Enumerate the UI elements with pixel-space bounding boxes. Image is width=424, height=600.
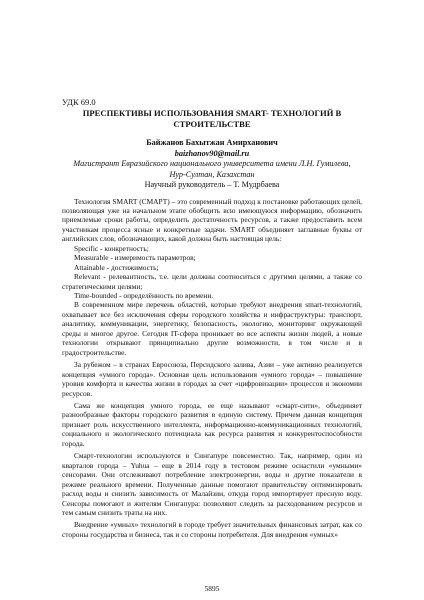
paragraph: В современном мире перечень областей, которые требуют внедрения smart-технологий, охватывает все без исключения сферы городского хозяйства и инфраструктуры: транспорт, аналитику, коммуникации, энергетику, безопасность, экологию, мониторинг окружающей среды и многое другое. Сегодня IT-сфера проникает во все аспекты жизни людей, а новые технологии открывают принципиально другие возможности, в том числе и в градостроительстве.: [62, 300, 362, 357]
page-number: 5895: [204, 584, 220, 593]
paragraph: Внедрение «умных» технологий в городе требует значительных финансовых затрат, как со стороны государства и бизнеса, так и со стороны потребителя. Для внедрения «умных»: [62, 520, 362, 539]
list-item: Relevant - релевантность, т.е. цели должны соотноситься с другими целями, а также со стратегическими целями;: [62, 272, 362, 291]
author-city: Нур-Султан, Казахстан: [169, 169, 255, 179]
paragraph: Технология SMART (СМАРТ) – это современный подход к постановке работающих целей, позволяющая уже на начальном этапе обобщить всю имеющуюся информацию, обозначить приемлемые сроки работы, определить достаточность ресурсов, а также предоставить всем участникам процесса ясные и конкретные задачи. SMART объединяет заглавные буквы от английских слов, обозначающих, какой должна быть настоящая цель:: [62, 196, 362, 244]
list-item: Measurable - измеримость параметров;: [74, 253, 196, 263]
article-title: ПРЕСПЕКТИВЫ ИСПОЛЬЗОВАНИЯ SMART- ТЕХНОЛОГИЙ В СТРОИТЕЛЬСТВЕ: [82, 108, 342, 129]
list-item: Specific - конкретность;: [74, 243, 149, 253]
paragraph: Смарт-технологии используются в Сингапуре повсеместно. Так, например, один из кварталов города – Yuhua – еще в 2014 году в тестовом режиме оснастили «умными» сенсорами. Они отслеживают потребление электроэнергии, воды и другие показатели в режиме реального времени. Полученные данные помогают правительству оптимизировать расход воды и снизить зависимость от Малайзии, откуда город импортирует пресную воду. Сенсоры помогают и жителям Сингапура: позволяют следить за расходованием ресурсов и тем самым снизить траты на них.: [62, 451, 362, 517]
paragraph: Сама же концепция умного города, ее еще называют «смарт-сити», объединяет разнообразные факторы городского развития в единую систему. Причем данная концепция признает роль искусственного интеллекта, информационно-коммуникационных технологий, социального и экологического потенциала как ресурса развития и конкурентоспособности города.: [62, 401, 362, 448]
list-item: Time-bounded - определённость по времени.: [74, 291, 214, 301]
article-body: [62, 180, 362, 539]
list-item: Attainable - достижимость;: [74, 262, 159, 272]
paragraph: За рубежом – в странах Евросоюза, Персидского залива, Азии – уже активно реализуется концепция «умного города». Основная цель использования «умного города» – повышение уровня комфорта и качества жизни в городах за счет «цифровизации» процессов и экономии ресурсов.: [62, 360, 362, 398]
udk-code: УДК 69.0: [62, 97, 96, 107]
author-name: Байжанов Бахытжан Амирханович: [146, 138, 278, 147]
supervisor-line: Научный руководитель – Т. Мудрбаева: [144, 180, 280, 189]
author-affiliation: Магистрант Евразийского национального университета имени Л.Н. Гумилева,: [73, 159, 351, 168]
author-email: baizhanov90@mail.ru: [174, 148, 250, 158]
